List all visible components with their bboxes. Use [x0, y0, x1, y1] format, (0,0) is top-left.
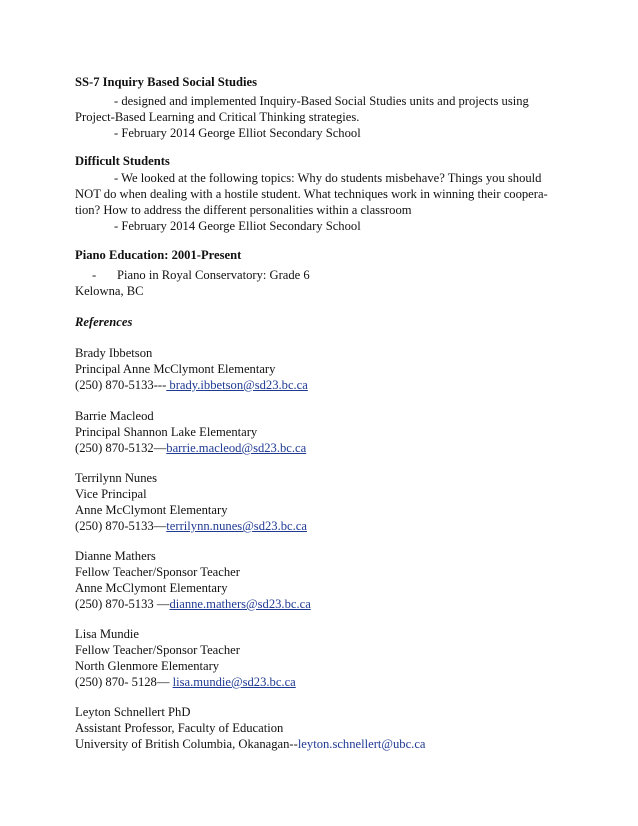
reference-school: North Glenmore Elementary: [75, 659, 220, 673]
reference-contact: [75, 674, 296, 690]
reference-email-link[interactable]: brady.ibbetson@sd23.bc.ca: [166, 378, 308, 392]
difficult-title: Difficult Students: [75, 154, 170, 168]
reference-title: Principal Shannon Lake Elementary: [75, 425, 258, 439]
references-heading: References: [75, 315, 133, 329]
reference-contact: [75, 377, 308, 393]
reference-email-link[interactable]: dianne.mathers@sd23.bc.ca: [169, 597, 311, 611]
piano-item-text: Piano in Royal Conservatory: Grade 6: [117, 268, 310, 282]
reference-title: Fellow Teacher/Sponsor Teacher: [75, 643, 240, 657]
difficult-line-1: - We looked at the following topics: Why do students misbehave? Things you should: [114, 171, 542, 185]
reference-title: Principal Anne McClymont Elementary: [75, 362, 276, 376]
reference-contact: [75, 518, 307, 534]
reference-email: leyton.schnellert@ubc.ca: [297, 737, 426, 751]
difficult-line-3: tion? How to address the different personalities within a classroom: [75, 203, 412, 217]
reference-phone: (250) 870-5132—: [75, 441, 167, 455]
piano-bullet: -: [92, 268, 97, 282]
difficult-line-2: NOT do when dealing with a hostile student. What techniques work in winning their coopera-: [75, 187, 548, 201]
reference-name: Leyton Schnellert PhD: [75, 705, 191, 719]
reference-email-link[interactable]: lisa.mundie@sd23.bc.ca: [172, 675, 296, 689]
ss7-line-3: - February 2014 George Elliot Secondary School: [114, 126, 361, 140]
piano-location: Kelowna, BC: [75, 284, 144, 298]
reference-title: Fellow Teacher/Sponsor Teacher: [75, 565, 240, 579]
reference-phone: (250) 870-5133—: [75, 519, 167, 533]
reference-title: Assistant Professor, Faculty of Education: [75, 721, 284, 735]
reference-name: Terrilynn Nunes: [75, 471, 158, 485]
ss7-line-2: Project-Based Learning and Critical Thinking strategies.: [75, 110, 360, 124]
piano-title: Piano Education: 2001-Present: [75, 248, 242, 262]
reference-contact: [75, 596, 311, 612]
reference-phone: (250) 870-5133 —: [75, 597, 170, 611]
reference-contact: [75, 736, 426, 752]
ss7-title: SS-7 Inquiry Based Social Studies: [75, 75, 257, 89]
reference-email-link[interactable]: terrilynn.nunes@sd23.bc.ca: [166, 519, 307, 533]
reference-school: Anne McClymont Elementary: [75, 503, 228, 517]
ss7-line-1: - designed and implemented Inquiry-Based Social Studies units and projects using: [114, 94, 529, 108]
reference-school: University of British Columbia, Okanagan--: [75, 737, 298, 751]
reference-phone: (250) 870- 5128—: [75, 675, 173, 689]
difficult-line-4: - February 2014 George Elliot Secondary School: [114, 219, 361, 233]
reference-email-link[interactable]: barrie.macleod@sd23.bc.ca: [166, 441, 307, 455]
reference-phone: (250) 870-5133---: [75, 378, 167, 392]
reference-name: Barrie Macleod: [75, 409, 154, 423]
reference-name: Brady Ibbetson: [75, 346, 153, 360]
reference-school: Anne McClymont Elementary: [75, 581, 228, 595]
reference-title: Vice Principal: [75, 487, 147, 501]
reference-name: Dianne Mathers: [75, 549, 156, 563]
reference-contact: [75, 440, 306, 456]
reference-name: Lisa Mundie: [75, 627, 140, 641]
